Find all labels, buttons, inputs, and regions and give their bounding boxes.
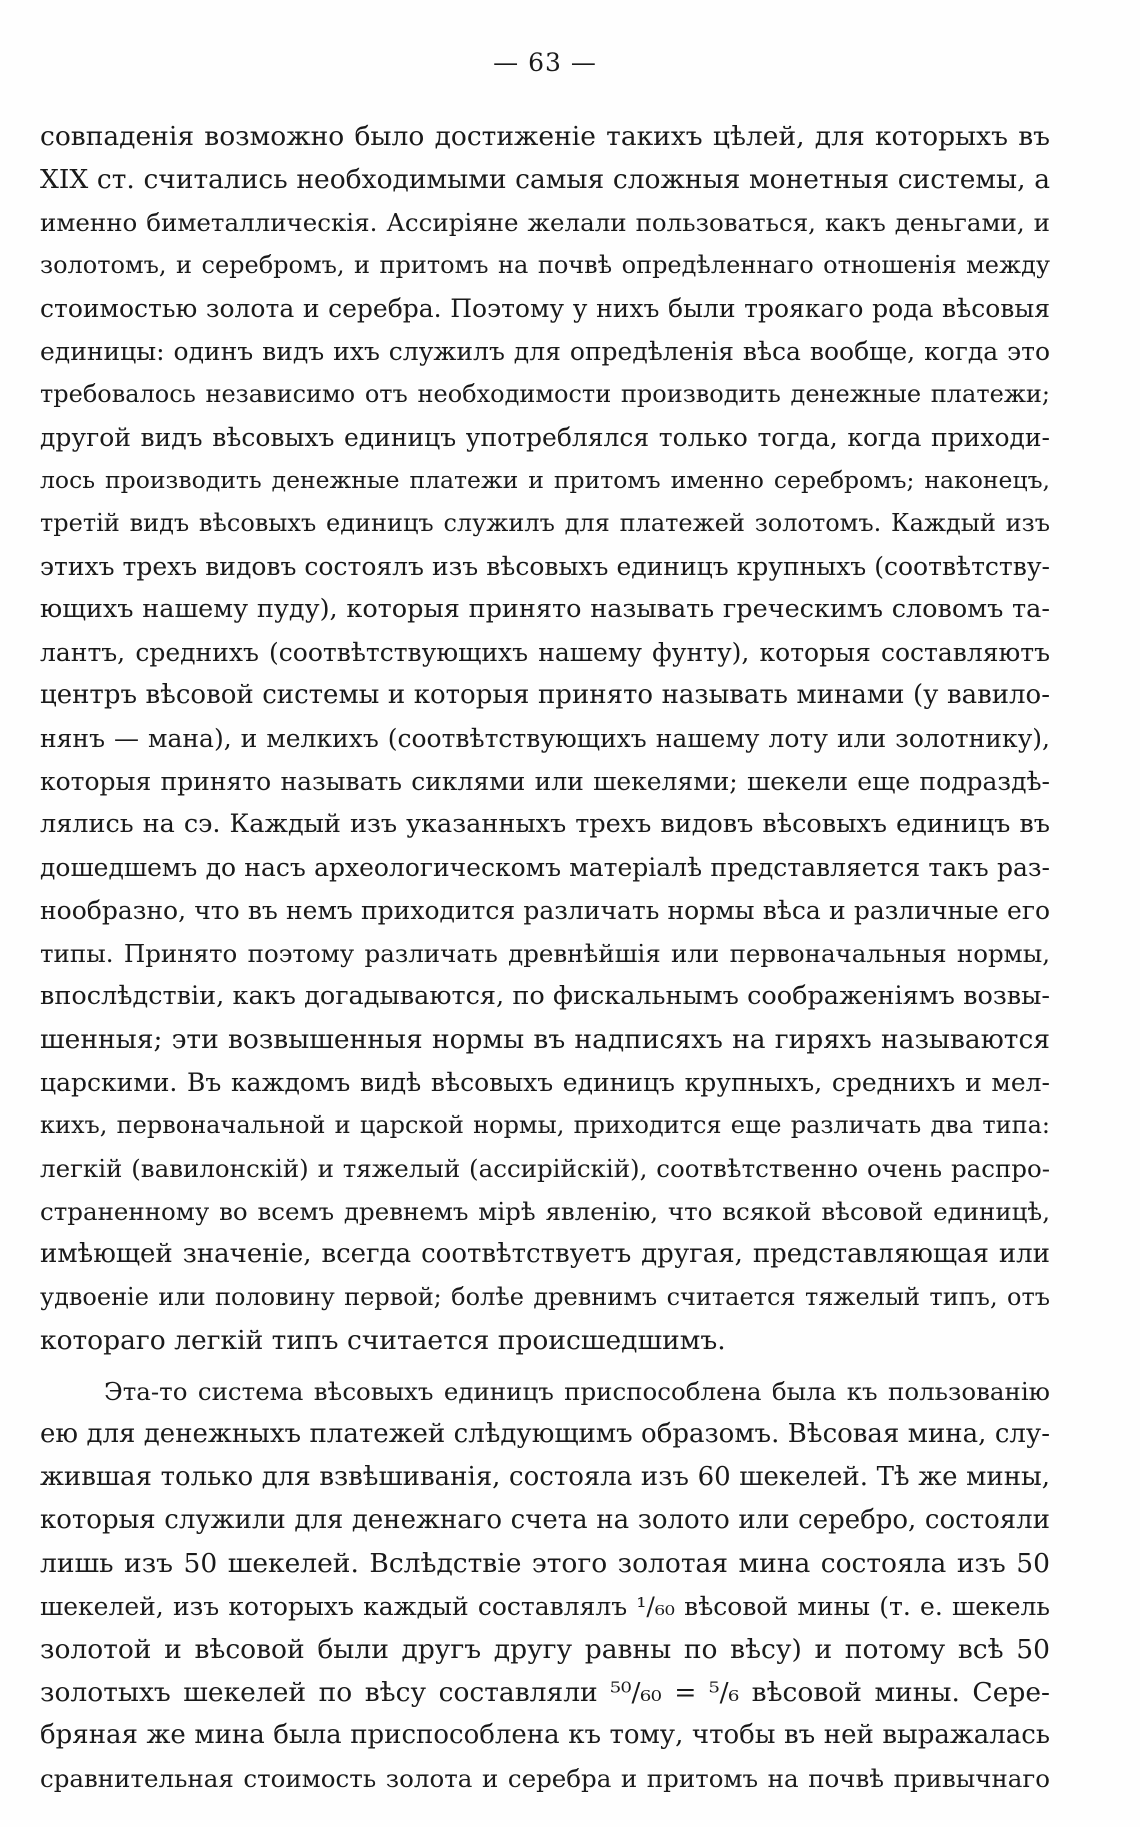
text-line: нянъ — мана), и мелкихъ (соотвѣтствующихъ нашему лоту или золотнику), bbox=[40, 724, 1050, 753]
text-line: золотомъ, и серебромъ, и притомъ на почвѣ опредѣленнаго отношенія между bbox=[40, 251, 1050, 279]
text-line: золотыхъ шекелей по вѣсу составляли ⁵⁰/₆₀ = ⁵/₆ вѣсовой мины. Сере- bbox=[40, 1677, 1050, 1708]
text-line: этихъ трехъ видовъ состоялъ изъ вѣсовыхъ единицъ крупныхъ (соотвѣтству- bbox=[40, 552, 1050, 581]
text-line: лантъ, среднихъ (соотвѣтствующихъ нашему фунту), которыя составляютъ bbox=[40, 638, 1050, 667]
text-line: имѣющей значеніе, всегда соотвѣтствуетъ другая, представляющая или bbox=[40, 1239, 1050, 1269]
text-line: кихъ, первоначальной и царской нормы, приходится еще различать два типа: bbox=[40, 1111, 1050, 1139]
paragraph-1 bbox=[40, 115, 1050, 1362]
text-line: золотой и вѣсовой были другъ другу равны по вѣсу) и потому всѣ 50 bbox=[40, 1634, 1050, 1665]
text-line: бряная же мина была приспособлена къ тому, чтобы въ ней выражалась bbox=[40, 1720, 1050, 1750]
text-line: лялись на сэ. Каждый изъ указанныхъ трехъ видовъ вѣсовыхъ единицъ въ bbox=[40, 809, 1050, 839]
text-line: ею для денежныхъ платежей слѣдующимъ образомъ. Вѣсовая мина, слу- bbox=[40, 1419, 1050, 1449]
text-line: третій видъ вѣсовыхъ единицъ служилъ для платежей золотомъ. Каждый изъ bbox=[40, 509, 1050, 537]
text-line: типы. Принято поэтому различать древнѣйшія или первоначальныя нормы, bbox=[40, 939, 1050, 968]
text-line: сравнительная стоимость золота и серебра и притомъ на почвѣ привычнаго bbox=[40, 1764, 1050, 1793]
text-line: которыя принято называть сиклями или шекелями; шекели еще подраздѣ- bbox=[40, 767, 1050, 796]
text-line: легкій (вавилонскій) и тяжелый (ассирійскій), соотвѣтственно очень распро- bbox=[40, 1154, 1050, 1183]
page-number: — 63 — bbox=[493, 48, 597, 77]
text-line: впослѣдствіи, какъ догадываются, по фискальнымъ соображеніямъ возвы- bbox=[40, 981, 1050, 1011]
text-line: которыя служили для денежнаго счета на золото или серебро, состояли bbox=[40, 1505, 1050, 1535]
text-line: удвоеніе или половину первой; болѣе древнимъ считается тяжелый типъ, отъ bbox=[40, 1283, 1050, 1311]
text-line: жившая только для взвѣшиванія, состояла изъ 60 шекелей. Тѣ же мины, bbox=[40, 1462, 1050, 1492]
body-text bbox=[40, 115, 1050, 1800]
text-line: именно биметаллическія. Ассиріяне желали пользоваться, какъ деньгами, и bbox=[40, 208, 1050, 237]
text-line: Эта-то система вѣсовыхъ единицъ приспособлена была къ пользованію bbox=[104, 1377, 1050, 1406]
text-line: лишь изъ 50 шекелей. Вслѣдствіе этого золотая мина состояла изъ 50 bbox=[40, 1548, 1050, 1579]
text-line: центръ вѣсовой системы и которыя принято называть минами (у вавило- bbox=[40, 680, 1050, 710]
text-line: котораго легкій типъ считается происшедшимъ. bbox=[40, 1325, 726, 1356]
text-line: шенныя; эти возвышенныя нормы въ надписяхъ на гиряхъ называются bbox=[40, 1024, 1050, 1055]
text-line: ющихъ нашему пуду), которыя принято называть греческимъ словомъ та- bbox=[40, 594, 1050, 624]
text-line: XIX ст. считались необходимыми самыя сложныя монетныя системы, а bbox=[40, 164, 1050, 195]
text-line: дошедшемъ до насъ археологическомъ матеріалѣ представляется такъ раз- bbox=[40, 853, 1050, 882]
text-line: стоимостью золота и серебра. Поэтому у нихъ были троякаго рода вѣсовыя bbox=[40, 294, 1050, 323]
text-line: совпаденія возможно было достиженіе такихъ цѣлей, для которыхъ въ bbox=[40, 121, 1050, 152]
text-line: страненному во всемъ древнемъ мірѣ явленію, что всякой вѣсовой единицѣ, bbox=[40, 1197, 1050, 1226]
paragraph-2 bbox=[40, 1370, 1050, 1800]
text-line: требовалось независимо отъ необходимости производить денежные платежи; bbox=[40, 380, 1050, 408]
text-line: единицы: одинъ видъ ихъ служилъ для опредѣленія вѣса вообще, когда это bbox=[40, 337, 1050, 366]
text-line: нообразно, что въ немъ приходится различать нормы вѣса и различные его bbox=[40, 896, 1050, 925]
text-line: лось производить денежные платежи и притомъ именно серебромъ; наконецъ, bbox=[40, 466, 1050, 494]
text-line: другой видъ вѣсовыхъ единицъ употреблялся только тогда, когда приходи- bbox=[40, 423, 1050, 452]
text-line: царскими. Въ каждомъ видѣ вѣсовыхъ единицъ крупныхъ, среднихъ и мел- bbox=[40, 1068, 1050, 1097]
text-line: шекелей, изъ которыхъ каждый составлялъ ¹/₆₀ вѣсовой мины (т. е. шекель bbox=[40, 1592, 1050, 1621]
